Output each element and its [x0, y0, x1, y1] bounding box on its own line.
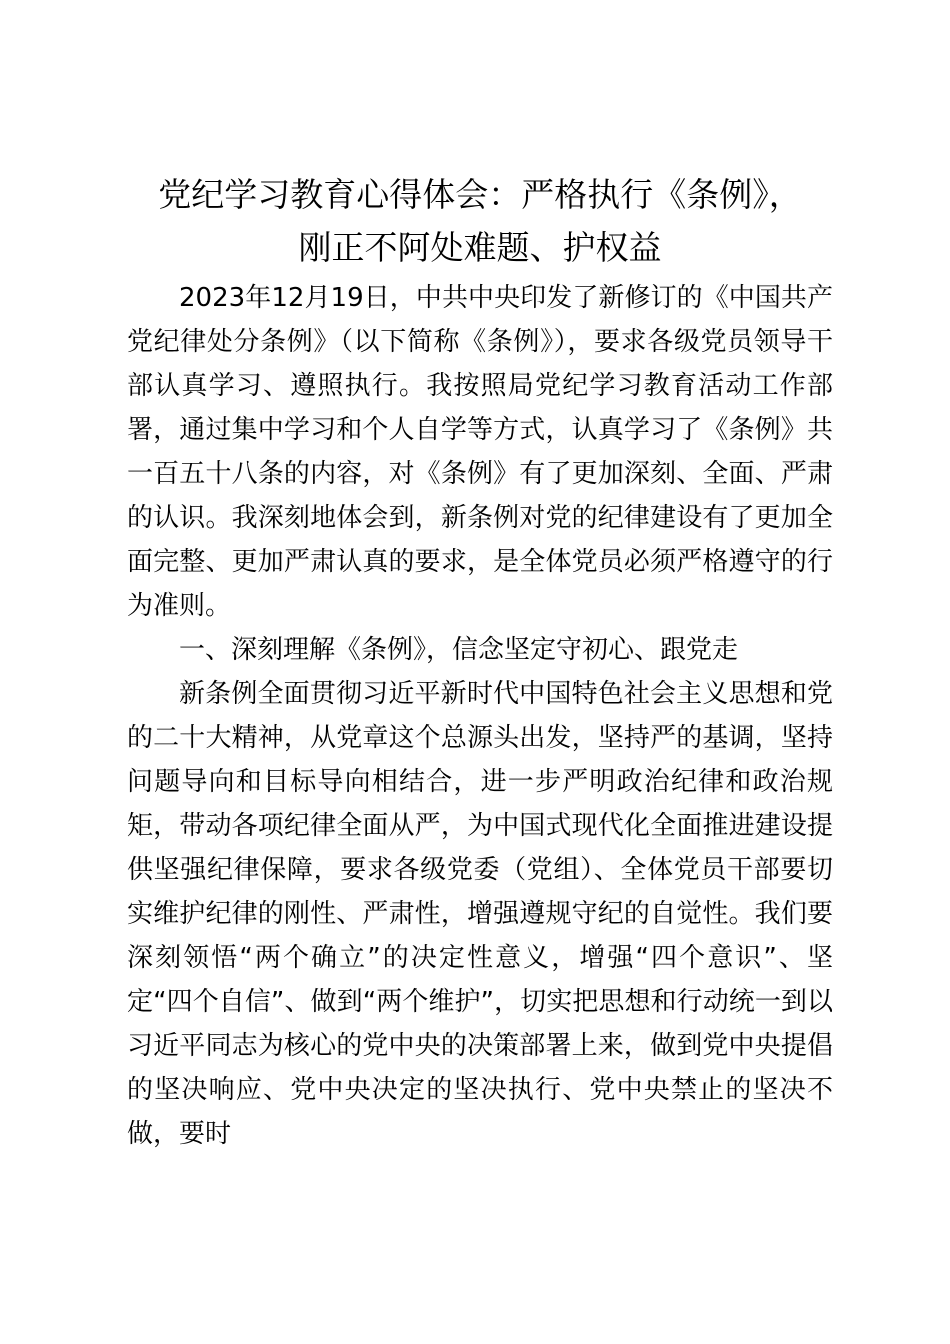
paragraph-intro: 2023年12月19日，中共中央印发了新修订的《中国共产党纪律处分条例》（以下简称《条例》），要求各级党员领导干部认真学习、遵照执行。我按照局党纪学习教育活动工作部署，通过集中学习和个人自学等方式，认真学习了《条例》共一百五十八条的内容，对《条例》有了更加深刻、全面、严肃的认识。我深刻地体会到，新条例对党的纪律建设有了更加全面完整、更加严肃认真的要求，是全体党员必须严格遵守的行为准则。 — [127, 283, 833, 621]
document-body — [127, 276, 833, 1156]
title-line-1: 党纪学习教育心得体会：严格执行《条例》， — [158, 175, 802, 214]
document-title — [127, 168, 833, 274]
title-line-2: 刚正不阿处难题、护权益 — [298, 228, 662, 267]
paragraph-section-1: 新条例全面贯彻习近平新时代中国特色社会主义思想和党的二十大精神，从党章这个总源头出发，坚持严的基调，坚持问题导向和目标导向相结合，进一步严明政治纪律和政治规矩，带动各项纪律全面从严，为中国式现代化全面推进建设提供坚强纪律保障，要求各级党委（党组）、全体党员干部要切实维护纪律的刚性、严肃性，增强遵规守纪的自觉性。我们要深刻领悟“两个确立”的决定性意义，增强“四个意识”、坚定“四个自信”、做到“两个维护”，切实把思想和行动统一到以习近平同志为核心的党中央的决策部署上来，做到党中央提倡的坚决响应、党中央决定的坚决执行、党中央禁止的坚决不做，要时 — [127, 679, 833, 1149]
section-heading-1: 一、深刻理解《条例》，信念坚定守初心、跟党走 — [179, 635, 739, 665]
document-page — [127, 168, 833, 1156]
